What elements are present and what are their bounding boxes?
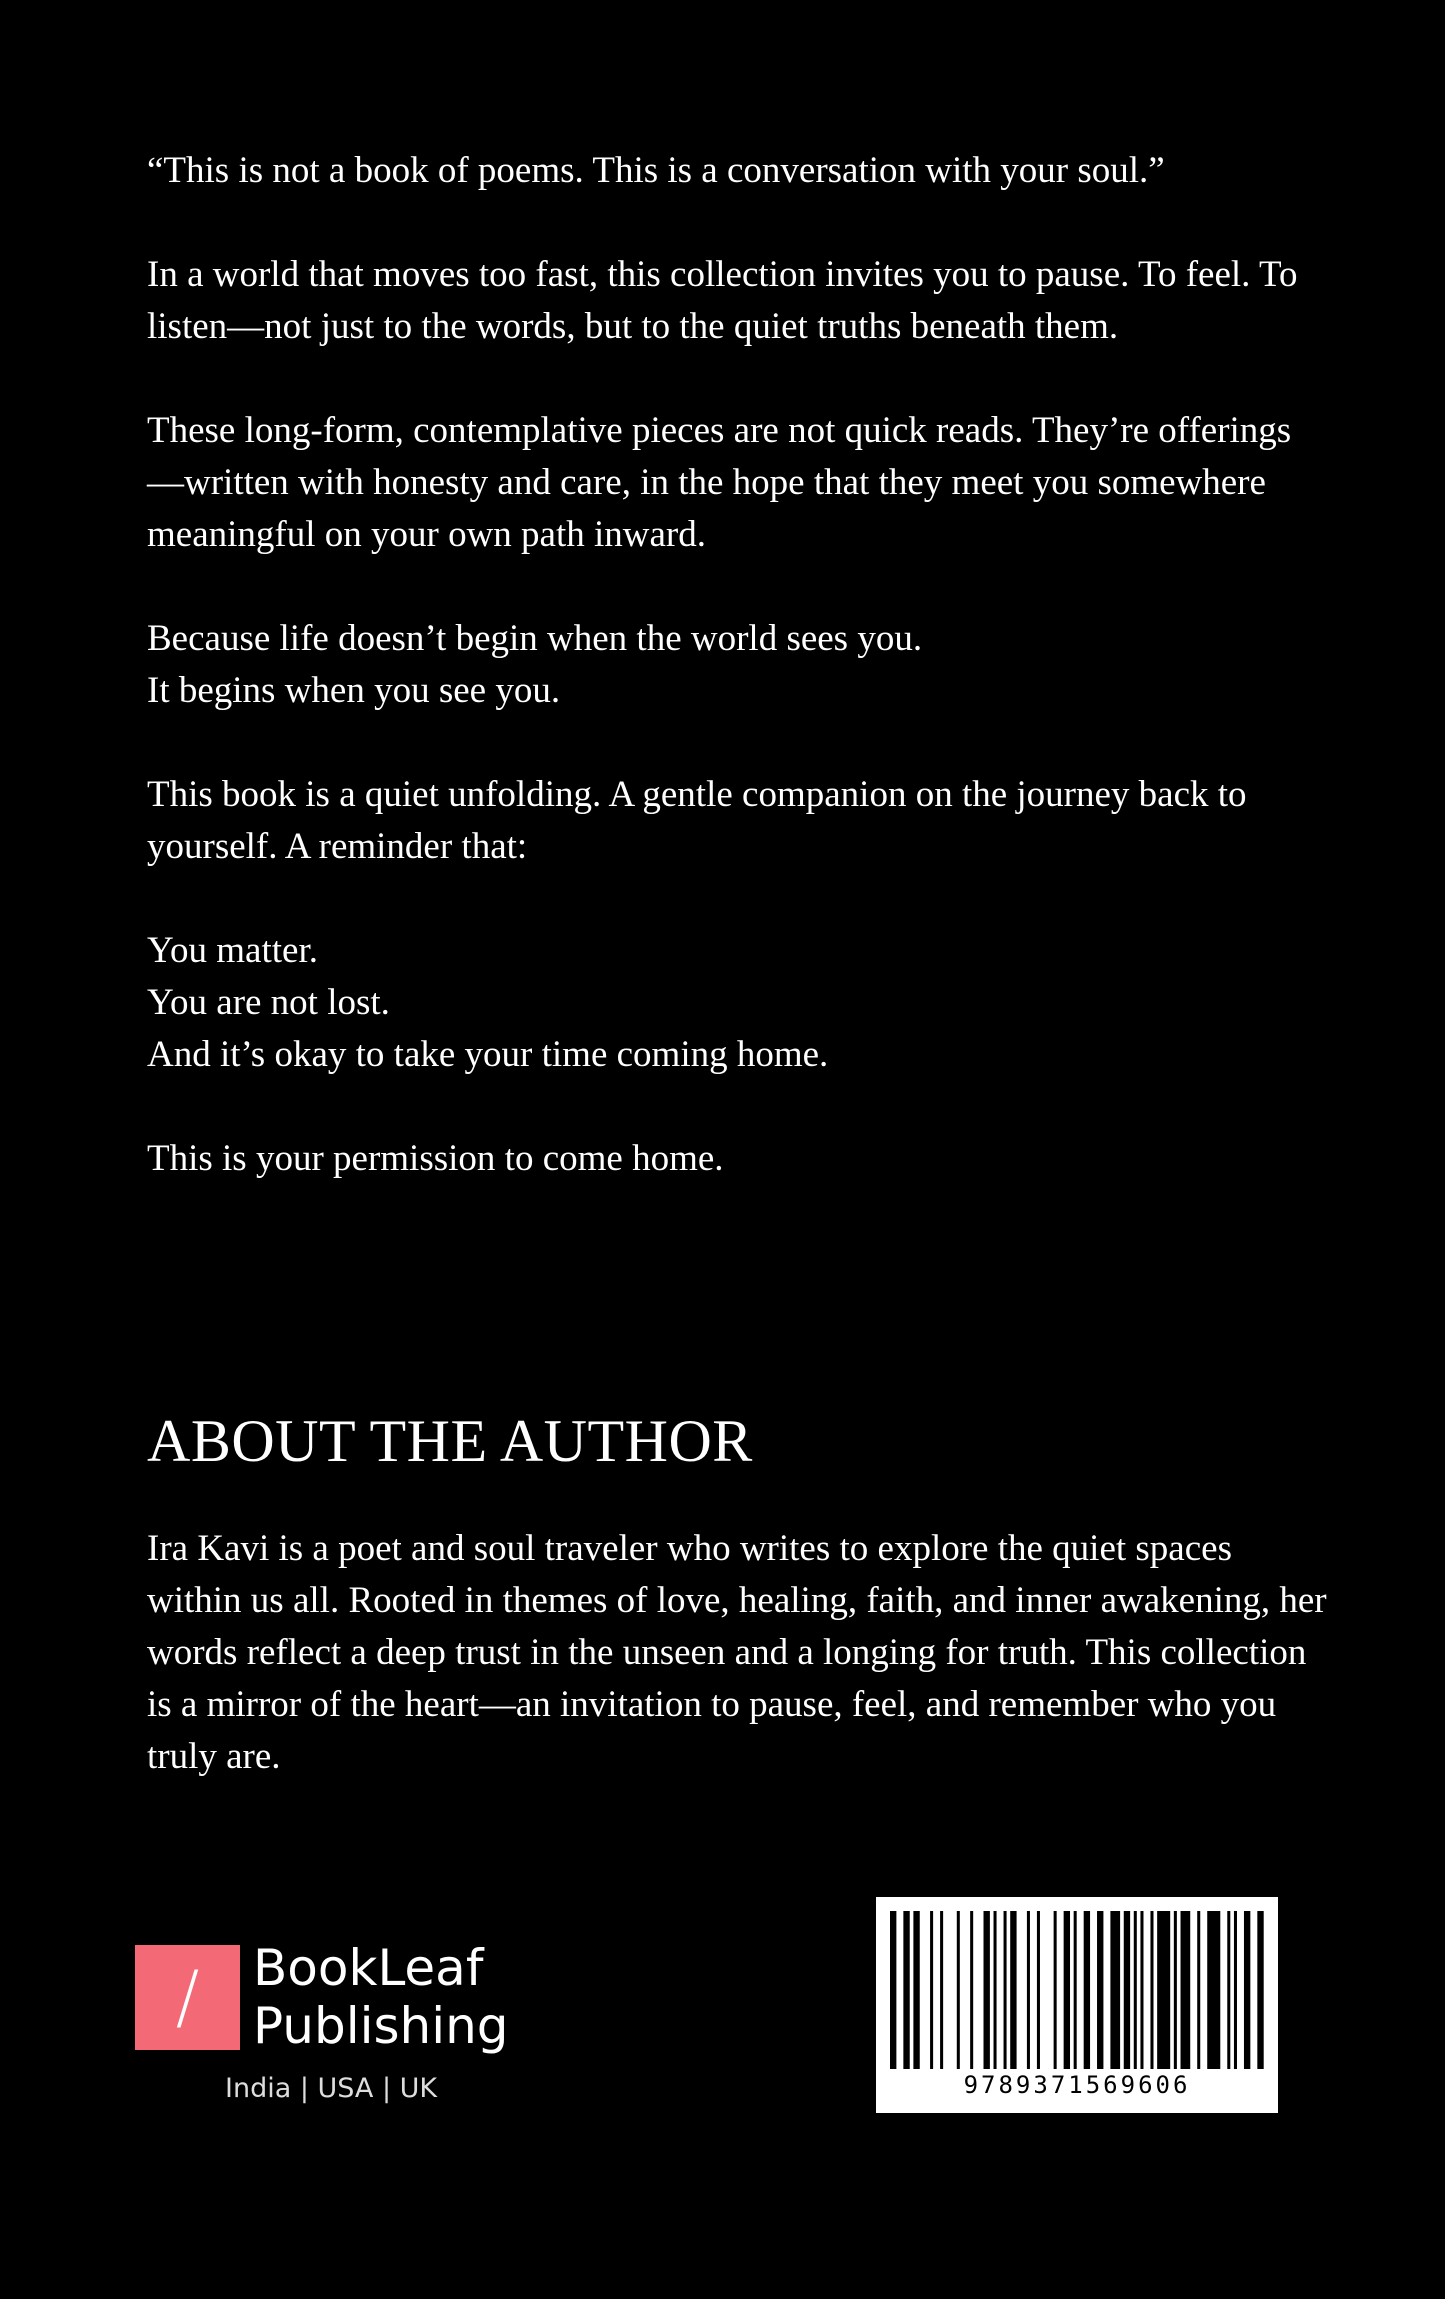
blurb-paragraph: This is your permission to come home. bbox=[147, 1138, 724, 1179]
back-cover-blurb bbox=[147, 145, 1327, 1237]
barcode-bar bbox=[1150, 1911, 1153, 2069]
barcode-bar bbox=[1010, 1911, 1016, 2069]
barcode-bar bbox=[1181, 1911, 1191, 2069]
barcode-bar bbox=[1157, 1911, 1170, 2069]
barcode-bar bbox=[1097, 1911, 1103, 2069]
barcode-bar bbox=[1054, 1911, 1057, 2069]
publisher-name-line2: Publishing bbox=[253, 1997, 509, 2055]
barcode-bar bbox=[984, 1911, 990, 2069]
barcode-bar bbox=[913, 1911, 919, 2069]
publisher-name-line1: BookLeaf bbox=[253, 1939, 484, 1997]
barcode-bar bbox=[1027, 1911, 1030, 2069]
barcode-bar bbox=[1257, 1911, 1263, 2069]
barcode-bar bbox=[1110, 1911, 1120, 2069]
barcode-bar bbox=[1140, 1911, 1143, 2069]
blurb-paragraph: In a world that moves too fast, this collection invites you to pause. To feel. To listen—not just to the words, but to the quiet truths beneath them. bbox=[147, 254, 1298, 347]
barcode-bar bbox=[1124, 1911, 1130, 2069]
isbn-barcode bbox=[876, 1897, 1278, 2113]
barcode-bar bbox=[970, 1911, 973, 2069]
barcode-bar bbox=[1174, 1911, 1177, 2069]
barcode-bar bbox=[1004, 1911, 1007, 2069]
blurb-paragraph: This book is a quiet unfolding. A gentle companion on the journey back to yourself. A reminder that: bbox=[147, 774, 1247, 867]
blurb-paragraph: Because life doesn’t begin when the world sees you. It begins when you see you. bbox=[147, 618, 923, 711]
publisher-slash-icon: / bbox=[135, 1945, 240, 2050]
barcode-bar bbox=[930, 1911, 933, 2069]
publisher-regions: India | USA | UK bbox=[225, 2073, 438, 2104]
barcode-bar bbox=[940, 1911, 943, 2069]
barcode-bars bbox=[890, 1911, 1264, 2069]
barcode-bar bbox=[1084, 1911, 1090, 2069]
barcode-bar bbox=[1074, 1911, 1077, 2069]
barcode-bar bbox=[1207, 1911, 1220, 2069]
blurb-quote: “This is not a book of poems. This is a conversation with your soul.” bbox=[147, 150, 1165, 191]
barcode-bar bbox=[1244, 1911, 1250, 2069]
blurb-paragraph: You matter. You are not lost. And it’s okay to take your time coming home. bbox=[147, 930, 829, 1075]
about-author-text: Ira Kavi is a poet and soul traveler who writes to explore the quiet spaces within us all. Rooted in themes of love, healing, faith, and inner awakening, her words reflect a deep trust in the unseen and a longing for truth. This collection is a mirror of the heart—an invitation to pause, feel, and remember who you truly are. bbox=[147, 1528, 1327, 1777]
barcode-bar bbox=[1037, 1911, 1040, 2069]
barcode-bar bbox=[1197, 1911, 1200, 2069]
barcode-bar bbox=[903, 1911, 909, 2069]
barcode-bar bbox=[994, 1911, 997, 2069]
barcode-bar bbox=[1064, 1911, 1070, 2069]
publisher-logo bbox=[135, 1939, 535, 2115]
blurb-paragraph: These long-form, contemplative pieces are not quick reads. They’re offerings—written with honesty and care, in the hope that they meet you somewhere meaningful on your own path inward. bbox=[147, 410, 1292, 555]
publisher-name bbox=[253, 1939, 509, 2055]
barcode-bar bbox=[957, 1911, 960, 2069]
about-author-heading: ABOUT THE AUTHOR bbox=[147, 1408, 753, 1474]
barcode-bar bbox=[890, 1911, 896, 2069]
barcode-bar bbox=[1227, 1911, 1230, 2069]
isbn-number: 9789371569606 bbox=[963, 2071, 1191, 2099]
barcode-bar bbox=[1134, 1911, 1137, 2069]
barcode-bar bbox=[1234, 1911, 1237, 2069]
